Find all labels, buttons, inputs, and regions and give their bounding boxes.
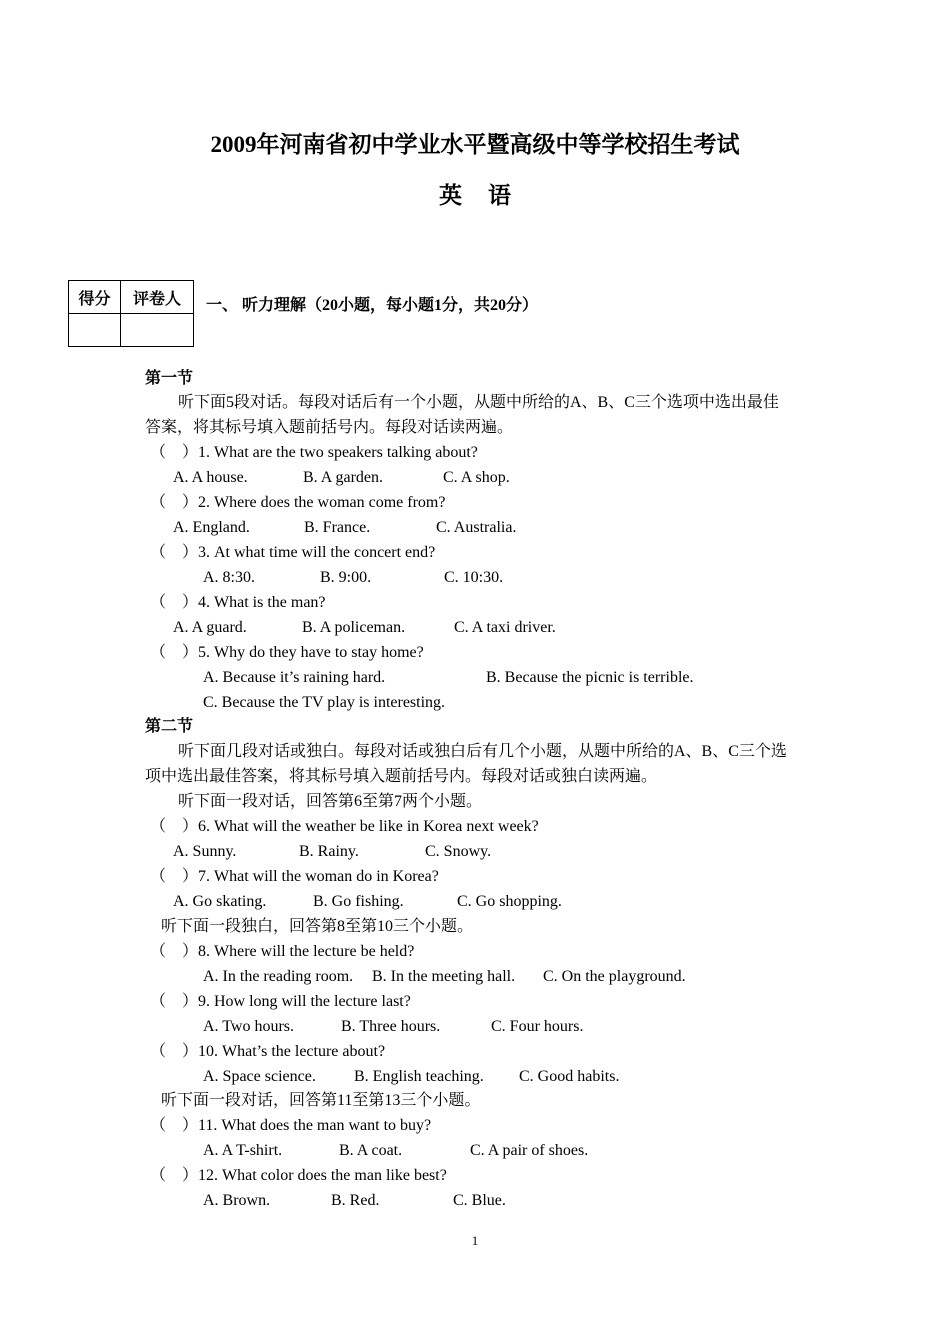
question-2-option-b: B. France.	[304, 519, 371, 536]
question-1-option-b: B. A garden.	[303, 469, 383, 486]
question-7-option-c: C. Go shopping.	[457, 893, 562, 910]
question-6-option-b: B. Rainy.	[299, 843, 359, 860]
question-3-stem: （ ）3. At what time will the concert end?	[150, 544, 436, 561]
part2-instruction-line2: 项中选出最佳答案，将其标号填入题前括号内。每段对话或独白读两遍。	[145, 768, 658, 785]
part1-instruction-line1: 听下面5段对话。每段对话后有一个小题，从题中所给的A、B、C三个选项中选出最佳	[178, 394, 779, 411]
question-9-option-a: A. Two hours.	[203, 1018, 295, 1035]
question-7-stem: （ ）7. What will the woman do in Korea?	[150, 868, 439, 885]
question-11-stem: （ ）11. What does the man want to buy?	[150, 1117, 432, 1134]
question-2-option-c: C. Australia.	[436, 519, 517, 536]
question-4-stem: （ ）4. What is the man?	[150, 594, 326, 611]
score-table	[68, 280, 194, 347]
question-11-option-a: A. A T-shirt.	[203, 1142, 283, 1159]
question-12-option-c: C. Blue.	[453, 1192, 506, 1209]
part1-heading: 第一节	[145, 370, 194, 387]
group-1-instruction: 听下面一段对话，回答第6至第7两个小题。	[178, 793, 483, 810]
question-6-stem: （ ）6. What will the weather be like in Korea next week?	[150, 818, 539, 835]
question-10-option-b: B. English teaching.	[354, 1068, 484, 1085]
question-8-option-c: C. On the playground.	[543, 968, 686, 985]
question-8-stem: （ ）8. Where will the lecture be held?	[150, 943, 415, 960]
grader-label: 评卷人	[121, 281, 194, 314]
question-1-stem: （ ）1. What are the two speakers talking about?	[150, 444, 478, 461]
question-8-option-a: A. In the reading room.	[203, 968, 354, 985]
group-2-instruction: 听下面一段独白，回答第8至第10三个小题。	[161, 918, 474, 935]
question-1-option-a: A. A house.	[173, 469, 248, 486]
question-5-stem: （ ）5. Why do they have to stay home?	[150, 644, 424, 661]
question-1-option-c: C. A shop.	[443, 469, 510, 486]
question-5-option-b: B. Because the picnic is terrible.	[486, 669, 694, 686]
part2-heading: 第二节	[145, 718, 194, 735]
question-4-option-a: A. A guard.	[173, 619, 247, 636]
question-9-stem: （ ）9. How long will the lecture last?	[150, 993, 411, 1010]
section-heading: 一、 听力理解（20小题，每小题1分，共20分）	[206, 297, 539, 314]
question-2-stem: （ ）2. Where does the woman come from?	[150, 494, 446, 511]
question-12-option-b: B. Red.	[331, 1192, 380, 1209]
question-12-stem: （ ）12. What color does the man like best?	[150, 1167, 447, 1184]
group-3-instruction: 听下面一段对话，回答第11至第13三个小题。	[161, 1092, 481, 1109]
question-12-option-a: A. Brown.	[203, 1192, 271, 1209]
question-2-option-a: A. England.	[173, 519, 250, 536]
question-3-option-c: C. 10:30.	[444, 569, 504, 586]
question-5-option-c: C. Because the TV play is interesting.	[203, 694, 446, 711]
grader-cell[interactable]	[121, 314, 194, 347]
question-4-option-b: B. A policeman.	[302, 619, 406, 636]
question-7-option-a: A. Go skating.	[173, 893, 267, 910]
question-9-option-b: B. Three hours.	[341, 1018, 441, 1035]
question-6-option-c: C. Snowy.	[425, 843, 492, 860]
score-label: 得分	[69, 281, 121, 314]
page-number: 1	[471, 1233, 479, 1248]
part2-instruction-line1: 听下面几段对话或独白。每段对话或独白后有几个小题，从题中所给的A、B、C三个选	[178, 743, 787, 760]
question-10-option-a: A. Space science.	[203, 1068, 316, 1085]
part1-instruction-line2: 答案，将其标号填入题前括号内。每段对话读两遍。	[145, 419, 514, 436]
exam-title: 2009年河南省初中学业水平暨高级中等学校招生考试	[210, 132, 740, 157]
question-4-option-c: C. A taxi driver.	[454, 619, 556, 636]
question-3-option-b: B. 9:00.	[320, 569, 372, 586]
question-3-option-a: A. 8:30.	[203, 569, 255, 586]
score-cell[interactable]	[69, 314, 121, 347]
subject-title: 英语	[439, 183, 537, 208]
question-8-option-b: B. In the meeting hall.	[372, 968, 516, 985]
question-10-stem: （ ）10. What’s the lecture about?	[150, 1043, 386, 1060]
question-11-option-c: C. A pair of shoes.	[470, 1142, 589, 1159]
question-7-option-b: B. Go fishing.	[313, 893, 404, 910]
question-9-option-c: C. Four hours.	[491, 1018, 584, 1035]
question-6-option-a: A. Sunny.	[173, 843, 237, 860]
question-11-option-b: B. A coat.	[339, 1142, 403, 1159]
question-10-option-c: C. Good habits.	[519, 1068, 620, 1085]
question-5-option-a: A. Because it’s raining hard.	[203, 669, 386, 686]
